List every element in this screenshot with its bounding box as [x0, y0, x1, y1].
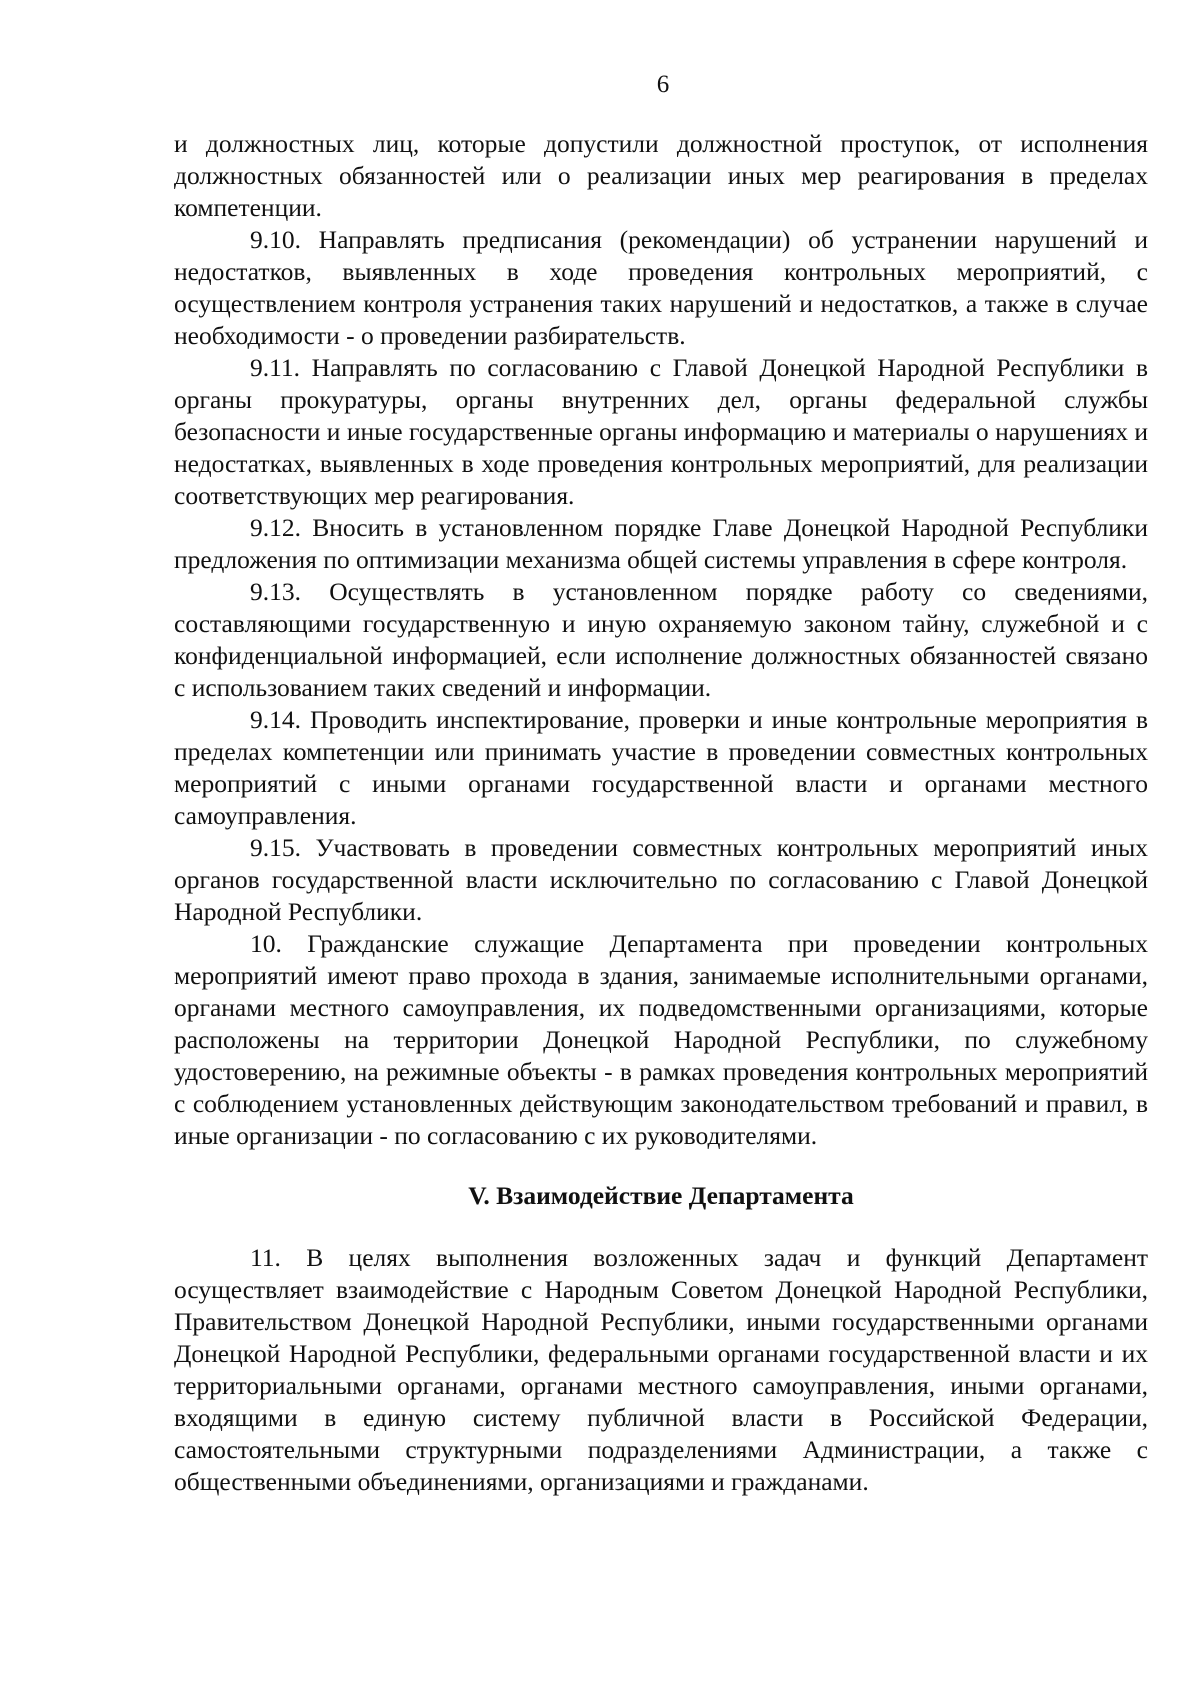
paragraph-10: 10. Гражданские служащие Департамента при проведении контрольных мероприятий имеют право прохода в здания, занимаемые исполнительными органами, органами местного самоуправления, их подведомственными организациями, которые расположены на территории Донецкой Народной Республики, по служебному удостоверению, на режимные объекты - в рамках проведения контрольных мероприятий с соблюдением установленных действующим законодательством требований и правил, в иные организации - по согласованию с их руководителями. [174, 929, 1148, 1150]
paragraph-9-15: 9.15. Участвовать в проведении совместных контрольных мероприятий иных органов государственной власти исключительно по согласованию с Главой Донецкой Народной Республики. [174, 833, 1148, 926]
document-body [174, 128, 1148, 1498]
paragraph-11: 11. В целях выполнения возложенных задач и функций Департамент осуществляет взаимодействие с Народным Советом Донецкой Народной Республики, Правительством Донецкой Народной Республики, иными государственными органами Донецкой Народной Республики, федеральными органами государственной власти и их территориальными органами, органами местного самоуправления, иными органами, входящими в единую систему публичной власти в Российской Федерации, самостоятельными структурными подразделениями Администрации, а также с общественными объединениями, организациями и гражданами. [174, 1243, 1148, 1496]
section-heading: V. Взаимодействие Департамента [468, 1181, 854, 1210]
paragraph-continuation: и должностных лиц, которые допустили должностной проступок, от исполнения должностных обязанностей или о реализации иных мер реагирования в пределах компетенции. [174, 129, 1148, 222]
page-number: 6 [656, 71, 670, 98]
paragraph-9-14: 9.14. Проводить инспектирование, проверки и иные контрольные мероприятия в пределах компетенции или принимать участие в проведении совместных контрольных мероприятий с иными органами государственной власти и органами местного самоуправления. [174, 705, 1148, 830]
paragraph-9-13: 9.13. Осуществлять в установленном порядке работу со сведениями, составляющими государственную и иную охраняемую законом тайну, служебной и с конфиденциальной информацией, если исполнение должностных обязанностей связано с использованием таких сведений и информации. [174, 577, 1148, 702]
paragraph-9-10: 9.10. Направлять предписания (рекомендации) об устранении нарушений и недостатков, выявленных в ходе проведения контрольных мероприятий, с осуществлением контроля устранения таких нарушений и недостатков, а также в случае необходимости - о проведении разбирательств. [174, 225, 1148, 350]
paragraph-9-12: 9.12. Вносить в установленном порядке Главе Донецкой Народной Республики предложения по оптимизации механизма общей системы управления в сфере контроля. [174, 513, 1148, 574]
paragraph-9-11: 9.11. Направлять по согласованию с Главой Донецкой Народной Республики в органы прокуратуры, органы внутренних дел, органы федеральной службы безопасности и иные государственные органы информацию и материалы о нарушениях и недостатках, выявленных в ходе проведения контрольных мероприятий, для реализации соответствующих мер реагирования. [174, 353, 1148, 510]
